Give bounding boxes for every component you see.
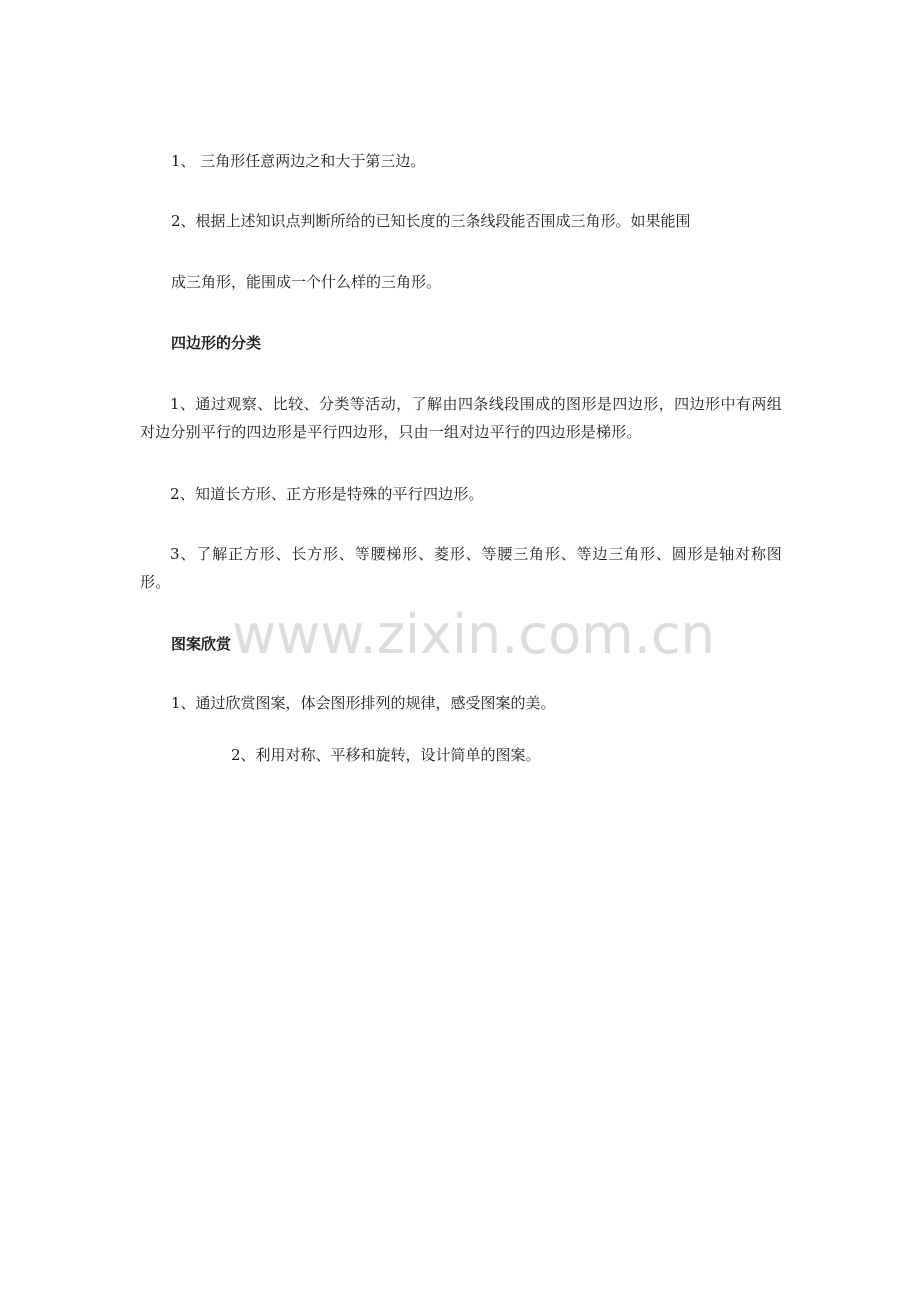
pattern-section-heading: 图案欣赏 [171,635,232,653]
quad-section-heading: 四边形的分类 [171,334,262,352]
site-watermark: www.zixin.com.cn [232,603,715,666]
pattern-item-2: 2、利用对称、平移和旋转，设计简单的图案。 [231,746,541,764]
triangle-point-2: 2、根据上述知识点判断所给的已知长度的三条线段能否围成三角形。如果能围 [171,212,691,230]
quad-item-3: 3、了解正方形、长方形、等腰梯形、菱形、等腰三角形、等边三角形、圆形是轴对称图形。 [140,545,782,591]
quad-item-1: 1、通过观察、比较、分类等活动，了解由四条线段围成的图形是四边形，四边形中有两组对边分别平行的四边形是平行四边形，只由一组对边平行的四边形是梯形。 [140,395,782,441]
triangle-point-2-continued: 成三角形，能围成一个什么样的三角形。 [171,273,442,291]
triangle-point-1: 1、 三角形任意两边之和大于第三边。 [171,152,426,170]
quad-item-2: 2、知道长方形、正方形是特殊的平行四边形。 [170,485,484,503]
pattern-item-1: 1、通过欣赏图案，体会图形排列的规律，感受图案的美。 [171,694,556,712]
